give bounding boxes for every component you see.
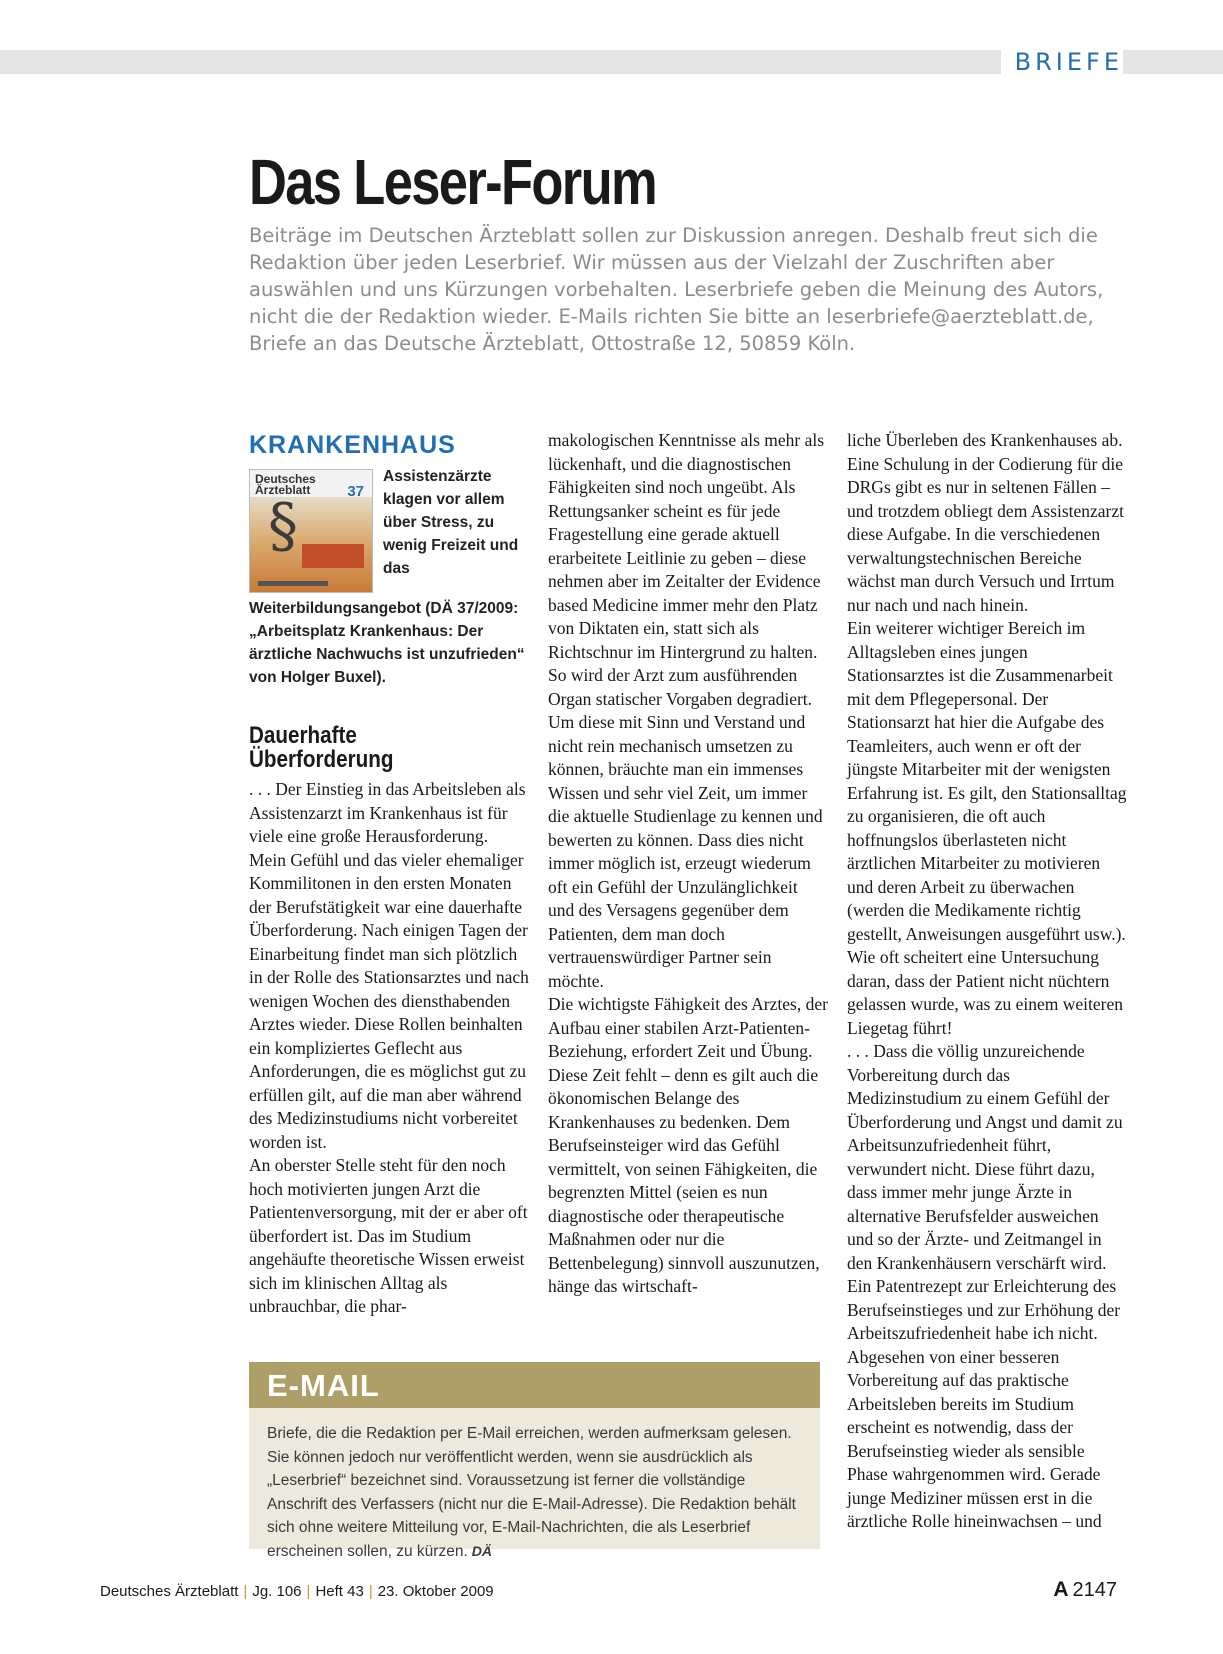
footer-date: 23. Oktober 2009 bbox=[377, 1583, 494, 1600]
article-subhead: Dauerhafte Überforderung bbox=[249, 722, 394, 773]
email-box-signature: DÄ bbox=[471, 1542, 492, 1559]
body-paragraph: makologischen Kenntnisse als mehr als lückenhaft, und die diagnostischen Fähigkeiten sind noch ungeübt. Als Rettungsanker scheint es für jede Fragestellung eine gerade aktuell erarbeitete Leitlinie zu geben – diese nehmen aber im Zeitalter der Evidence based Medicine immer mehr den Platz von Diktaten ein, statt sich als Richtschnur im Hintergrund zu halten. So wird der Arzt zum ausführenden Organ statischer Vorgaben degradiert. Um diese mit Sinn und Verstand und nicht rein mechanisch umsetzen zu können, bräuchte man ein immenses Wissen und sehr viel Zeit, um immer die aktuelle Studienlage zu kennen und bewerten zu können. Dass dies nicht immer möglich ist, erzeugt wiederum oft ein Gefühl der Unzulänglichkeit und des Versagens gegenüber dem Patienten, dem man doch vertrauenswürdiger Partner sein möchte. bbox=[548, 430, 825, 991]
cover-headline-block bbox=[302, 544, 364, 568]
body-paragraph: An oberster Stelle steht für den noch hoch motivierten jungen Arzt die Patientenversorgung, mit der er aber oft überfordert ist. Das im Studium angehäufte theoretische Wissen erweist sich im klinischen Alltag als unbrauchbar, die phar- bbox=[249, 1155, 528, 1316]
intro-text: Beiträge im Deutschen Ärzteblatt sollen zur Diskussion anregen. Deshalb freut sich die Redaktion über jeden Leserbrief. Wir müssen aus der Vielzahl der Zuschriften aber auswählen und uns Kürzungen vorbehalten. Leserbriefe geben die Meinung des Autors, nicht die der Redaktion wieder. E-Mails richten Sie bitte an leserbriefe@aerzteblatt.de, Briefe an das Deutsche Ärzteblatt, Ottostraße 12, 50859 Köln. bbox=[249, 224, 1104, 355]
cover-brand: Deutsches Ärzteblatt bbox=[255, 472, 316, 497]
body-paragraph: . . . Dass die völlig unzureichende Vorbereitung durch das Medizinstudium zu einem Gefühl der Überforderung und Angst und damit zu Arbeitsunzufriedenheit führt, verwundert nicht. Diese führt dazu, dass immer mehr junge Ärzte in alternative Berufsfelder ausweichen und so der Ärzte- und Zeitmangel in den Krankenhäusern verschärft wird. bbox=[847, 1041, 1123, 1273]
article-kicker: KRANKENHAUS bbox=[249, 431, 456, 459]
magazine-cover-image bbox=[249, 469, 373, 593]
article-column-3 bbox=[847, 429, 1129, 1534]
footer-issue: Heft 43 bbox=[315, 1583, 364, 1600]
body-paragraph: Die wichtigste Fähigkeit des Arztes, der Aufbau einer stabilen Arzt-Patienten-Beziehung, erfordert Zeit und Übung. Diese Zeit fehlt – denn es gilt auch die ökonomischen Belange des Krankenhauses zu bedenken. Dem Berufseinsteiger wird das Gefühl vermittelt, von seinen Fähigkeiten, die begrenzten Mittel (seien es nun diagnostische oder therapeutische Maßnahmen oder nur die Bettenbelegung) sinnvoll auszunutzen, hänge das wirtschaft- bbox=[548, 994, 828, 1296]
email-box-body: Briefe, die die Redaktion per E-Mail erreichen, werden aufmerksam gelesen. Sie können jedoch nur veröffentlicht werden, wenn sie ausdrücklich als „Leserbrief“ bezeichnet sind. Voraussetzung ist ferner die vollständige Anschrift des Verfassers (nicht nur die E-Mail-Adresse). Die Redaktion behält sich ohne weitere Mitteilung vor, E-Mail-Nachrichten, die als Leserbrief erscheinen sollen, zu kürzen. bbox=[267, 1425, 796, 1560]
footer-publication: Deutsches Ärzteblatt bbox=[100, 1583, 239, 1600]
footer-separator: | bbox=[306, 1583, 311, 1600]
body-paragraph: Ein Patentrezept zur Erleichterung des Berufseinstieges und zur Erhöhung der Arbeitszufriedenheit habe ich nicht. Abgesehen von einer besseren Vorbereitung auf das praktische Arbeitsleben bereits im Studium erscheint es notwendig, dass der Berufseinstieg wieder als sensible Phase wahrgenommen wird. Gerade junge Mediziner müssen erst in die ärztliche Rolle hineinwachsen – und bbox=[847, 1276, 1121, 1531]
page-number bbox=[1053, 1578, 1117, 1602]
page-title: Das Leser-Forum bbox=[249, 146, 657, 218]
body-paragraph: liche Überleben des Krankenhauses ab. Eine Schulung in der Codierung für die DRGs gibt es nur in seltenen Fällen – und trotzdem obliegt dem Assistenzarzt diese Aufgabe. In die verschiedenen verwaltungstechnischen Bereiche wächst man durch Versuch und Irrtum nur nach und nach hinein. bbox=[847, 430, 1125, 615]
email-box-title: E-MAIL bbox=[249, 1362, 820, 1408]
body-paragraph: . . . Der Einstieg in das Arbeitsleben als Assistenzarzt im Krankenhaus ist für viele eine große Herausforderung. Mein Gefühl und das vieler ehemaliger Kommilitonen in den ersten Monaten der Berufstätigkeit war eine dauerhafte Überforderung. Nach einigen Tagen der Einarbeitung findet man sich plötzlich in der Rolle des Stationsarztes und nach wenigen Wochen des diensthabenden Arztes wieder. Diese Rollen beinhalten ein kompliziertes Geflecht aus Anforderungen, die es möglichst gut zu erfüllen gilt, auf die man aber während des Medizinstudiums nicht vorbereitet worden ist. bbox=[249, 779, 529, 1152]
email-info-box bbox=[249, 1362, 820, 1560]
paragraph-symbol-icon: § bbox=[268, 491, 298, 561]
footer-separator: | bbox=[368, 1583, 373, 1600]
article-lead: Assistenzärzte klagen vor allem über Stress, zu wenig Freizeit und das Weiterbildungsangebot (DÄ 37/2009: „Arbeitsplatz Krankenhaus: Der ärztliche Nachwuchs ist unzufrieden“ von Holger Buxel). bbox=[249, 468, 525, 686]
footer-separator: | bbox=[243, 1583, 248, 1600]
page-prefix: A bbox=[1053, 1578, 1069, 1601]
cover-issue-number: 37 bbox=[347, 483, 364, 500]
cover-footer-bar bbox=[258, 581, 328, 586]
body-paragraph: Ein weiterer wichtiger Bereich im Alltagsleben eines jungen Stationsarztes ist die Zusammenarbeit mit dem Pflegepersonal. Der Stationsarzt hat hier die Aufgabe des Teamleiters, auch wenn er oft der jüngste Mitarbeiter mit der wenigsten Erfahrung ist. Es gilt, den Stationsalltag zu organisieren, die oft auch hoffnungslos überlasteten nicht ärztlichen Mitarbeiter zu motivieren und deren Arbeit zu überwachen (werden die Medikamente richtig gestellt, Anweisungen ausgeführt usw.). Wie oft scheitert eine Untersuchung daran, dass der Patient nicht nüchtern gelassen wurde, was zu einem weiteren Liegetag führt! bbox=[847, 618, 1127, 1038]
article-column-1 bbox=[249, 429, 529, 1319]
page-footer bbox=[100, 1582, 494, 1602]
email-box-text bbox=[249, 1408, 820, 1563]
footer-volume: Jg. 106 bbox=[252, 1583, 302, 1600]
article-column-2 bbox=[548, 429, 828, 1299]
section-label: BRIEFE bbox=[1001, 47, 1123, 77]
page-number-value: 2147 bbox=[1072, 1579, 1117, 1601]
